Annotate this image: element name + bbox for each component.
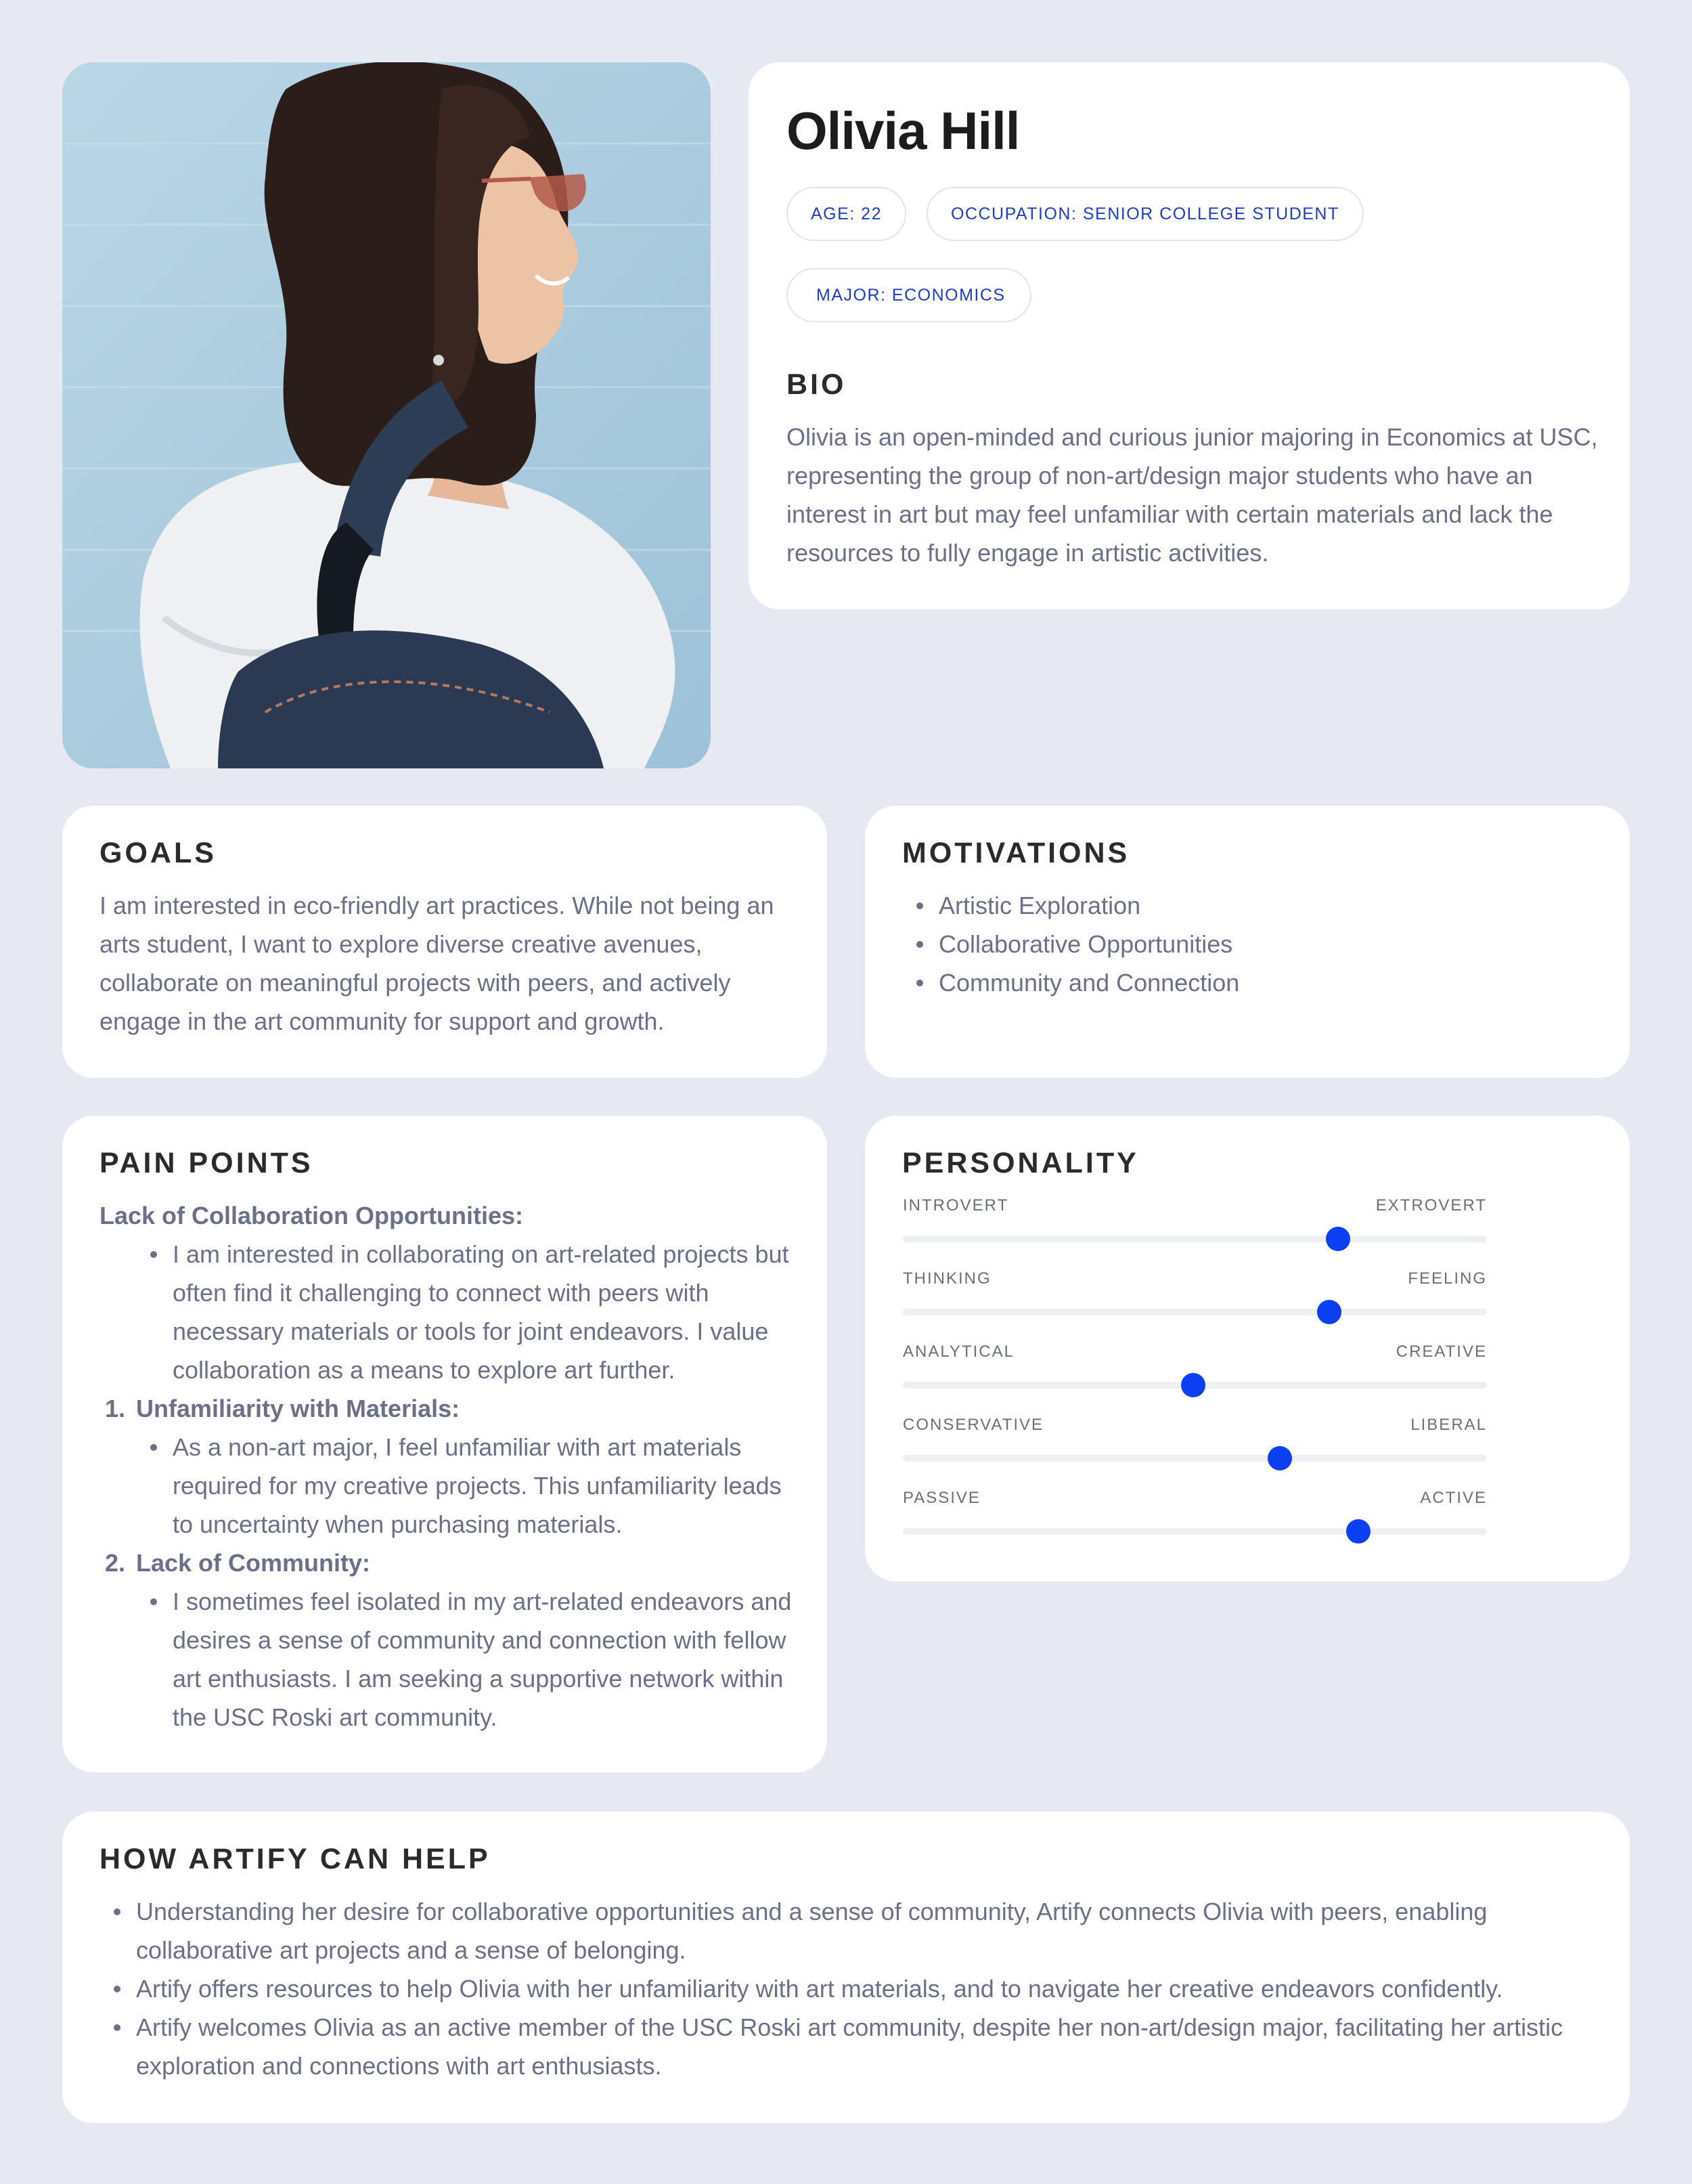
pain-point-item [99,1544,803,1582]
help-list [99,1892,1609,2085]
pain-point-detail-list [99,1428,803,1544]
personality-scale [903,1489,1487,1556]
pain-point-heading: Lack of Community: [136,1549,371,1577]
pain-point-heading: Unfamiliarity with Materials: [136,1395,460,1422]
scale-marker [1181,1373,1205,1397]
personality-scale [903,1416,1487,1483]
scale-right-label: FEELING [1408,1269,1487,1288]
motivations-list [902,886,1579,1002]
pain-point-detail: As a non-art major, I feel unfamiliar with art materials required for my creative projects. This unfamiliarity leads to uncertainty when purchasing materials. [136,1428,803,1544]
scale-track [903,1236,1487,1242]
pain-point-number: 1. [105,1395,126,1422]
bio-title: BIO [786,368,847,401]
personality-scale [903,1196,1487,1264]
scale-left-label: ANALYTICAL [903,1342,1015,1361]
profile-card [749,62,1630,609]
bio-text: Olivia is an open-minded and curious junior majoring in Economics at USC, representing the group of non-art/design major students who have an interest in art but may feel unfamiliar with certain materials and lack the resources to fully engage in artistic activities. [786,423,1598,567]
motivations-card [865,806,1630,1078]
pain-points-card [62,1116,827,1772]
personality-title: PERSONALITY [902,1147,1139,1179]
goals-card [62,806,827,1078]
scale-right-label: ACTIVE [1420,1489,1487,1507]
pain-point-detail: I sometimes feel isolated in my art-related endeavors and desires a sense of community and connection with fellow art enthusiasts. I am seeking a supportive network within the USC Roski art community. [136,1582,803,1737]
motivations-title: MOTIVATIONS [902,837,1130,869]
pain-point-item [99,1389,803,1428]
help-card [62,1812,1630,2123]
age-tag: AGE: 22 [786,187,906,241]
pain-points-list [99,1196,803,1737]
occupation-tag: OCCUPATION: SENIOR COLLEGE STUDENT [927,187,1364,241]
scale-left-label: CONSERVATIVE [903,1416,1044,1434]
scale-track [903,1528,1487,1535]
list-item: Understanding her desire for collaborative opportunities and a sense of community, Artify connects Olivia with peers, enabling collaborative art projects and a sense of belonging. [99,1892,1609,1969]
scale-track [903,1455,1487,1462]
scale-left-label: THINKING [903,1269,992,1288]
scale-left-label: INTROVERT [903,1196,1009,1215]
list-item: Community and Connection [902,963,1579,1002]
goals-text: I am interested in eco-friendly art practices. While not being an arts student, I want to explore diverse creative avenues, collaborate on meaningful projects with peers, and actively engage in the art community for support and growth. [99,892,774,1035]
help-title: HOW ARTIFY CAN HELP [99,1843,491,1875]
pain-point-detail-list [99,1582,803,1737]
scale-left-label: PASSIVE [903,1489,981,1507]
scale-marker [1317,1300,1341,1324]
scale-marker [1346,1519,1371,1544]
scale-right-label: CREATIVE [1396,1342,1487,1361]
persona-name: Olivia Hill [786,101,1020,160]
scale-track [903,1309,1487,1315]
pain-point-number: 2. [105,1549,126,1577]
pain-point-detail-list [99,1235,803,1389]
personality-scale [903,1269,1487,1337]
scale-marker [1268,1446,1292,1470]
pain-point-heading: Lack of Collaboration Opportunities: [99,1202,524,1229]
goals-title: GOALS [99,837,217,869]
pain-points-title: PAIN POINTS [99,1147,313,1179]
scale-marker [1326,1227,1350,1251]
list-item: Artify offers resources to help Olivia with her unfamiliarity with art materials, and to navigate her creative endeavors confidently. [99,1969,1609,2008]
list-item: Artify welcomes Olivia as an active member of the USC Roski art community, despite her non-art/design major, facilitating her artistic exploration and connections with art enthusiasts. [99,2008,1609,2085]
scale-right-label: LIBERAL [1410,1416,1487,1434]
major-tag: MAJOR: ECONOMICS [786,268,1031,322]
personality-card [865,1116,1630,1581]
list-item: Artistic Exploration [902,886,1579,925]
profile-photo [62,62,711,768]
list-item: Collaborative Opportunities [902,925,1579,963]
personality-scale [903,1342,1487,1410]
pain-point-detail: I am interested in collaborating on art-related projects but often find it challenging to connect with peers with necessary materials or tools for joint endeavors. I value collaboration as a means to explore art further. [136,1235,803,1389]
scale-right-label: EXTROVERT [1375,1196,1487,1215]
